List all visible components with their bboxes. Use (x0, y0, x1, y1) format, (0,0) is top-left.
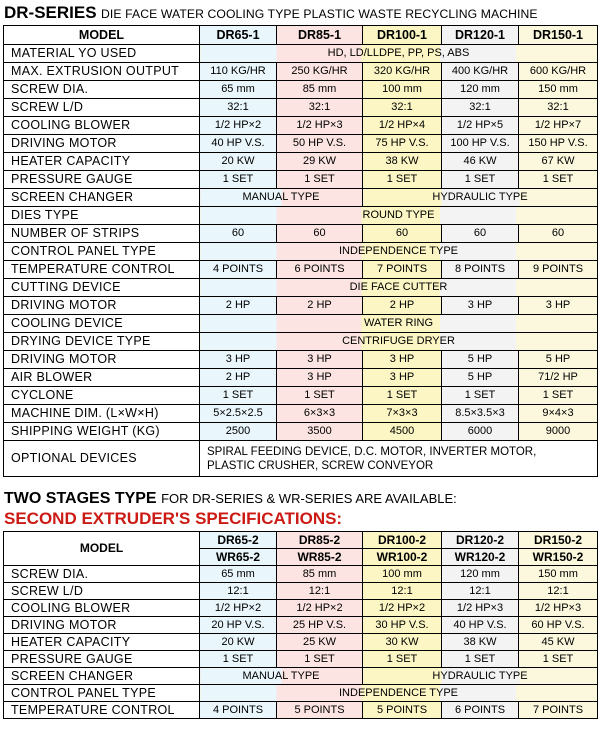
spec-value: 5 HP (519, 351, 598, 369)
spec-value: 120 mm (442, 566, 519, 583)
spec-value: 20 HP V.S. (200, 617, 277, 634)
spec-value: 7×3×3 (363, 405, 442, 423)
spec-value: 1 SET (442, 171, 519, 189)
temperature-row (4, 702, 598, 719)
spec-value: 1 SET (200, 387, 277, 405)
dr-model-name: DR65-2 (200, 532, 277, 549)
row-label: PRESSURE GAUGE (4, 651, 200, 668)
model-name: DR150-1 (519, 26, 598, 45)
material-row (4, 45, 598, 63)
model-name: DR120-1 (442, 26, 519, 45)
spec-value: 9000 (519, 423, 598, 441)
spec-value: 1 SET (442, 651, 519, 668)
spec-value: 67 KW (519, 153, 598, 171)
spec-row (4, 617, 598, 634)
two-stages-note: FOR DR-SERIES & WR-SERIES ARE AVAILABLE: (161, 491, 457, 506)
spec-value: 110 KG/HR (200, 63, 277, 81)
spec-value: 120 mm (442, 81, 519, 99)
series-name: DR-SERIES (4, 3, 97, 22)
wr-model-name: WR150-2 (519, 549, 598, 566)
spec-value: 3 HP (200, 351, 277, 369)
manual-type-value: MANUAL TYPE (200, 668, 363, 685)
second-extruder-title: SECOND EXTRUDER'S SPECIFICATIONS: (4, 509, 343, 528)
spec-value: 4 POINTS (200, 261, 277, 279)
spec-value: 5 POINTS (363, 702, 442, 719)
spec-value: 38 KW (442, 634, 519, 651)
row-label: SCREW DIA. (4, 566, 200, 583)
wr-model-name: WR120-2 (442, 549, 519, 566)
dr-series-title (4, 3, 602, 25)
spec-value: 1/2 HP×2 (200, 600, 277, 617)
spec-value: 100 HP V.S. (442, 135, 519, 153)
row-label: OPTIONAL DEVICES (4, 441, 200, 477)
model-header: MODEL (4, 26, 200, 45)
spec-value: 12:1 (519, 583, 598, 600)
spec-value: 1 SET (277, 387, 363, 405)
spec-value: 9 POINTS (519, 261, 598, 279)
spec-value: 38 KW (363, 153, 442, 171)
spec-value: 20 KW (200, 153, 277, 171)
control-panel-row (4, 243, 598, 261)
hydraulic-type-value: HYDRAULIC TYPE (363, 668, 598, 685)
spec-value: 1 SET (200, 171, 277, 189)
spec-value: 7 POINTS (519, 702, 598, 719)
spec-value: 1/2 HP×3 (277, 117, 363, 135)
spec-value: 20 KW (200, 634, 277, 651)
model-name: DR100-1 (363, 26, 442, 45)
row-label: DRIVING MOTOR (4, 617, 200, 634)
spec-row (4, 583, 598, 600)
row-label: COOLING BLOWER (4, 117, 200, 135)
merged-value: HD, LD/LLDPE, PP, PS, ABS (200, 45, 598, 63)
row-label: HEATER CAPACITY (4, 153, 200, 171)
row-label: COOLING DEVICE (4, 315, 200, 333)
spec-value: 3 HP (442, 297, 519, 315)
row-label: CYCLONE (4, 387, 200, 405)
spec-value: 1/2 HP×2 (363, 600, 442, 617)
spec-value: 2 HP (200, 369, 277, 387)
spec-value: 3 HP (277, 351, 363, 369)
spec-value: 1/2 HP×3 (519, 600, 598, 617)
row-label: PRESSURE GAUGE (4, 171, 200, 189)
row-label: TEMPERATURE CONTROL (4, 261, 200, 279)
spec-row (4, 135, 598, 153)
merged-value: DIE FACE CUTTER (200, 279, 598, 297)
spec-value: 2 HP (277, 297, 363, 315)
spec-value: 1/2 HP×4 (363, 117, 442, 135)
spec-row (4, 566, 598, 583)
spec-value: 9×4×3 (519, 405, 598, 423)
row-label: SCREW L/D (4, 99, 200, 117)
spec-value: 150 mm (519, 566, 598, 583)
spec-value: 65 mm (200, 566, 277, 583)
row-label: NUMBER OF STRIPS (4, 225, 200, 243)
merged-value: WATER RING (200, 315, 598, 333)
row-label: CUTTING DEVICE (4, 279, 200, 297)
spec-value: 4 POINTS (200, 702, 277, 719)
dr-model-name: DR85-2 (277, 532, 363, 549)
spec-value: 1 SET (519, 651, 598, 668)
wr-model-name: WR85-2 (277, 549, 363, 566)
spec-row (4, 153, 598, 171)
spec-value: 320 KG/HR (363, 63, 442, 81)
spec-value: 6×3×3 (277, 405, 363, 423)
two-stages-heading: TWO STAGES TYPE (4, 490, 157, 507)
spec-value: 3 HP (519, 297, 598, 315)
spec-value: 12:1 (363, 583, 442, 600)
spec-value: 40 HP V.S. (200, 135, 277, 153)
spec-row (4, 63, 598, 81)
spec-value: 12:1 (442, 583, 519, 600)
spec-value: 7 POINTS (363, 261, 442, 279)
row-label: DRIVING MOTOR (4, 351, 200, 369)
spec-value: 32:1 (363, 99, 442, 117)
optional-devices-row (4, 441, 598, 477)
spec-value: 60 (200, 225, 277, 243)
spec-value: 12:1 (277, 583, 363, 600)
model-header: MODEL (4, 532, 200, 566)
spec-value: 1 SET (277, 171, 363, 189)
row-label: AIR BLOWER (4, 369, 200, 387)
spec-value: 2500 (200, 423, 277, 441)
spec-value: 60 (363, 225, 442, 243)
manual-type-value: MANUAL TYPE (200, 189, 363, 207)
row-label: MATERIAL YO USED (4, 45, 200, 63)
spec-value: 1/2 HP×2 (200, 117, 277, 135)
spec-row (4, 387, 598, 405)
spec-row (4, 99, 598, 117)
spec-value: 12:1 (200, 583, 277, 600)
series-description: DIE FACE WATER COOLING TYPE PLASTIC WASTE RECYCLING MACHINE (101, 7, 538, 21)
dr-series-spec-table (3, 25, 598, 477)
spec-value: 1 SET (363, 171, 442, 189)
spec-value: 5 HP (442, 351, 519, 369)
spec-value: 65 mm (200, 81, 277, 99)
spec-value: 32:1 (277, 99, 363, 117)
spec-value: 71/2 HP (519, 369, 598, 387)
spec-row (4, 81, 598, 99)
control-panel-row (4, 685, 598, 702)
model-name: DR65-1 (200, 26, 277, 45)
spec-value: 1 SET (519, 387, 598, 405)
spec-value: 46 KW (442, 153, 519, 171)
spec-row (4, 651, 598, 668)
spec-value: 25 HP V.S. (277, 617, 363, 634)
spec-value: 1 SET (519, 171, 598, 189)
table-header-row (4, 26, 598, 45)
spec-value: 30 KW (363, 634, 442, 651)
spec-row (4, 171, 598, 189)
spec-value: 45 KW (519, 634, 598, 651)
optional-devices-line1: SPIRAL FEEDING DEVICE, D.C. MOTOR, INVERTER MOTOR, (207, 445, 537, 458)
spec-value: 2 HP (200, 297, 277, 315)
wr-model-name: WR65-2 (200, 549, 277, 566)
spec-value: 32:1 (519, 99, 598, 117)
row-label: SCREEN CHANGER (4, 189, 200, 207)
spec-value: 1 SET (363, 387, 442, 405)
spec-value: 1/2 HP×2 (277, 600, 363, 617)
drying-device-row (4, 333, 598, 351)
spec-value: 50 HP V.S. (277, 135, 363, 153)
row-label: SCREW L/D (4, 583, 200, 600)
spec-value: 150 HP V.S. (519, 135, 598, 153)
spec-value: 30 HP V.S. (363, 617, 442, 634)
dr-model-name: DR150-2 (519, 532, 598, 549)
spec-value: 60 (519, 225, 598, 243)
spec-value: 8 POINTS (442, 261, 519, 279)
cutter-driving-motor-row (4, 297, 598, 315)
cutting-device-row (4, 279, 598, 297)
wr-model-name: WR100-2 (363, 549, 442, 566)
spec-value: 25 KW (277, 634, 363, 651)
spec-value: 3500 (277, 423, 363, 441)
row-label: HEATER CAPACITY (4, 634, 200, 651)
spec-value: 400 KG/HR (442, 63, 519, 81)
row-label: CONTROL PANEL TYPE (4, 685, 200, 702)
spec-value: 60 HP V.S. (519, 617, 598, 634)
row-label: CONTROL PANEL TYPE (4, 243, 200, 261)
spec-value: 100 mm (363, 81, 442, 99)
row-label: MAX. EXTRUSION OUTPUT (4, 63, 200, 81)
spec-row (4, 405, 598, 423)
model-header-row-1 (4, 532, 598, 549)
spec-value: 5 POINTS (277, 702, 363, 719)
merged-value: ROUND TYPE (200, 207, 598, 225)
spec-value: 150 mm (519, 81, 598, 99)
spec-value: 1 SET (442, 387, 519, 405)
optional-devices-value (200, 441, 598, 477)
spec-value: 1/2 HP×3 (442, 600, 519, 617)
spec-value: 40 HP V.S. (442, 617, 519, 634)
spec-row (4, 369, 598, 387)
spec-value: 6 POINTS (277, 261, 363, 279)
temperature-row (4, 261, 598, 279)
spec-value: 6000 (442, 423, 519, 441)
spec-value: 85 mm (277, 566, 363, 583)
row-label: DIES TYPE (4, 207, 200, 225)
spec-value: 4500 (363, 423, 442, 441)
spec-value: 250 KG/HR (277, 63, 363, 81)
screen-changer-row (4, 668, 598, 685)
cooling-device-row (4, 315, 598, 333)
spec-value: 32:1 (442, 99, 519, 117)
row-label: SCREEN CHANGER (4, 668, 200, 685)
spec-value: 60 (442, 225, 519, 243)
spec-value: 2 HP (363, 297, 442, 315)
model-name: DR85-1 (277, 26, 363, 45)
spec-value: 75 HP V.S. (363, 135, 442, 153)
spec-value: 1/2 HP×5 (442, 117, 519, 135)
spec-value: 1 SET (363, 651, 442, 668)
row-label: SHIPPING WEIGHT (KG) (4, 423, 200, 441)
spec-value: 5 HP (442, 369, 519, 387)
strips-row (4, 225, 598, 243)
screen-changer-row (4, 189, 598, 207)
row-label: DRIVING MOTOR (4, 135, 200, 153)
merged-value: CENTRIFUGE DRYER (200, 333, 598, 351)
spec-row (4, 351, 598, 369)
spec-value: 100 mm (363, 566, 442, 583)
spec-value: 60 (277, 225, 363, 243)
spec-row (4, 423, 598, 441)
second-extruder-spec-table (3, 531, 598, 719)
spec-value: 3 HP (277, 369, 363, 387)
spec-value: 1/2 HP×7 (519, 117, 598, 135)
row-label: DRIVING MOTOR (4, 297, 200, 315)
dies-type-row (4, 207, 598, 225)
spec-row (4, 634, 598, 651)
merged-value: INDEPENDENCE TYPE (200, 685, 598, 702)
spec-row (4, 600, 598, 617)
row-label: TEMPERATURE CONTROL (4, 702, 200, 719)
spec-value: 1 SET (277, 651, 363, 668)
spec-value: 1 SET (200, 651, 277, 668)
row-label: DRYING DEVICE TYPE (4, 333, 200, 351)
row-label: MACHINE DIM. (L×W×H) (4, 405, 200, 423)
row-label: SCREW DIA. (4, 81, 200, 99)
spec-value: 32:1 (200, 99, 277, 117)
spec-value: 6 POINTS (442, 702, 519, 719)
hydraulic-type-value: HYDRAULIC TYPE (363, 189, 598, 207)
spec-value: 5×2.5×2.5 (200, 405, 277, 423)
two-stages-title (4, 490, 457, 508)
row-label: COOLING BLOWER (4, 600, 200, 617)
spec-value: 3 HP (363, 351, 442, 369)
spec-value: 600 KG/HR (519, 63, 598, 81)
spec-value: 85 mm (277, 81, 363, 99)
spec-value: 29 KW (277, 153, 363, 171)
merged-value: INDEPENDENCE TYPE (200, 243, 598, 261)
optional-devices-line2: PLASTIC CRUSHER, SCREW CONVEYOR (207, 459, 434, 472)
dr-model-name: DR120-2 (442, 532, 519, 549)
spec-row (4, 117, 598, 135)
spec-value: 3 HP (363, 369, 442, 387)
dr-model-name: DR100-2 (363, 532, 442, 549)
spec-value: 8.5×3.5×3 (442, 405, 519, 423)
